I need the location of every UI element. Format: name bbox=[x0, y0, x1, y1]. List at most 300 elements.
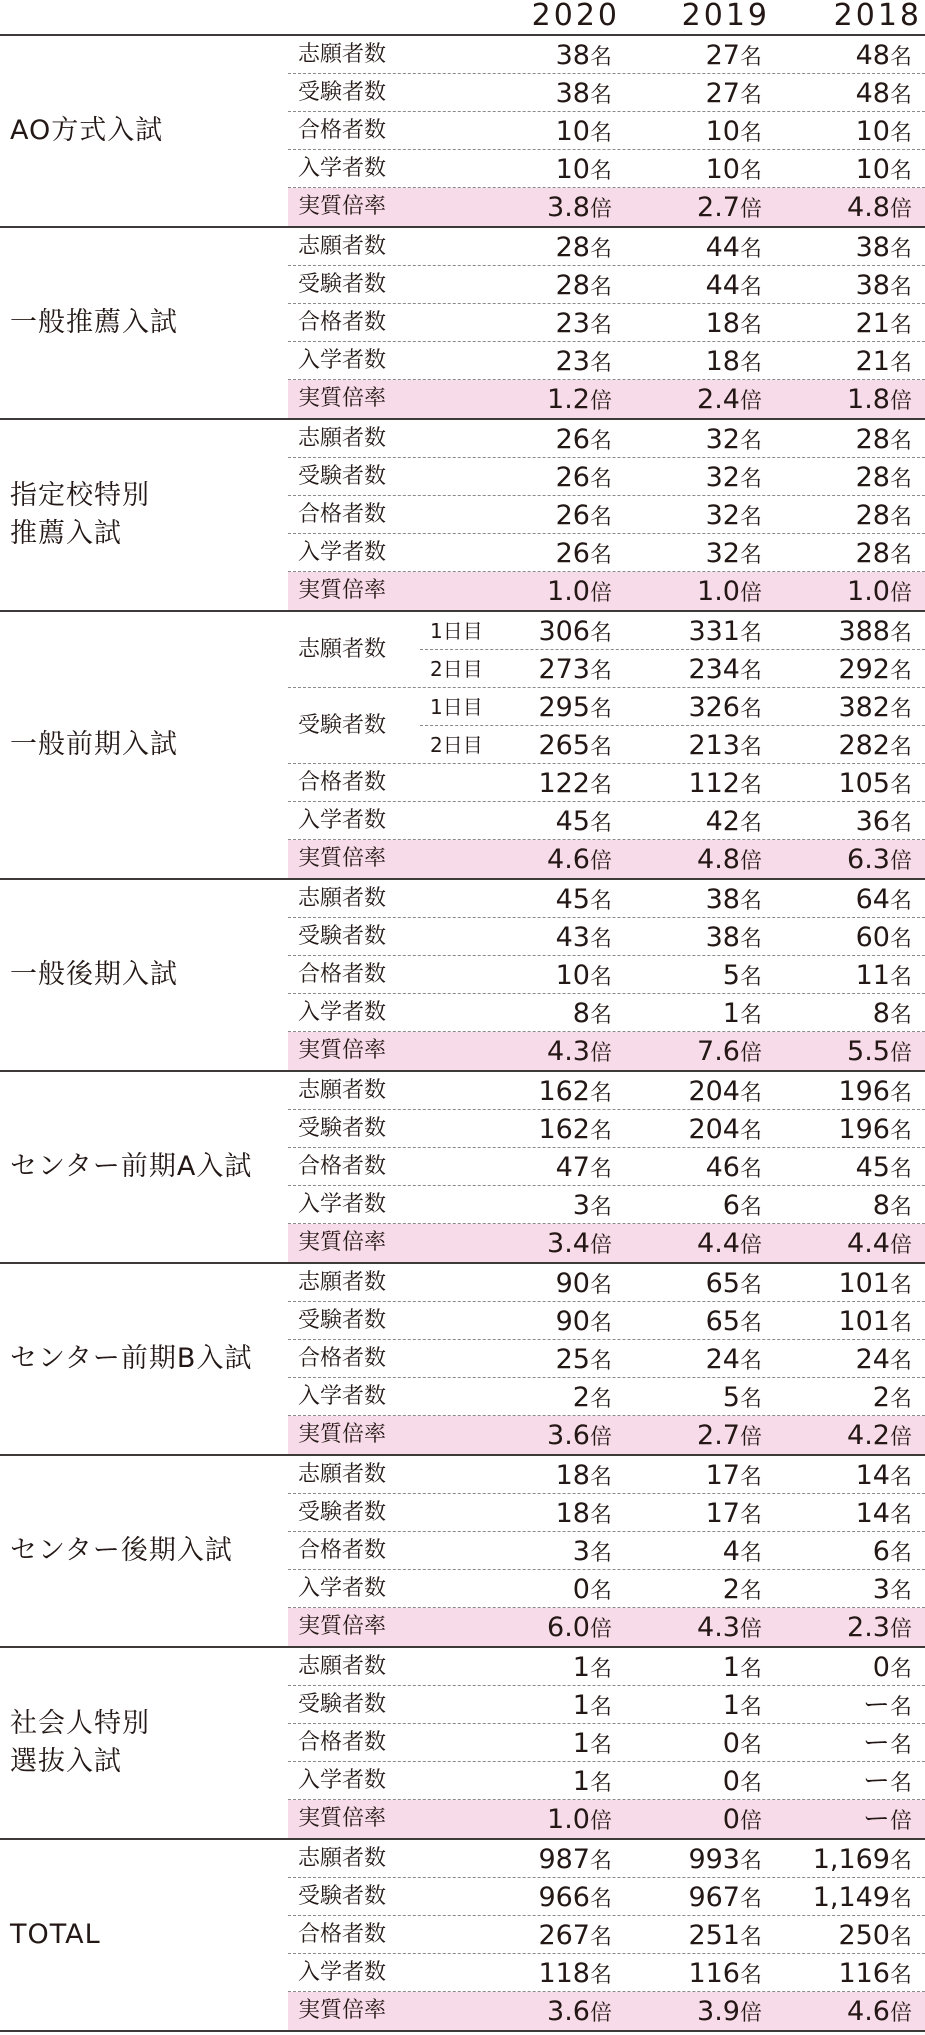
table-row bbox=[288, 36, 925, 74]
value-unit: 倍 bbox=[589, 197, 612, 222]
value-unit: 倍 bbox=[889, 849, 912, 874]
value-unit: 倍 bbox=[739, 1617, 762, 1642]
value-number: 118 bbox=[538, 1958, 590, 1989]
value-cell-2020 bbox=[538, 612, 612, 650]
value-number: 44 bbox=[705, 270, 740, 301]
value-number: 1.0 bbox=[697, 576, 740, 607]
value-cell-2018 bbox=[838, 1110, 912, 1148]
table-row bbox=[288, 266, 925, 304]
value-number: 11 bbox=[855, 960, 890, 991]
value-unit: 名 bbox=[889, 1657, 912, 1682]
value-number: 8 bbox=[872, 1190, 890, 1221]
value-unit: 名 bbox=[589, 1119, 612, 1144]
ratio-row bbox=[288, 1608, 925, 1646]
row-label: 受験者数 bbox=[298, 713, 387, 738]
value-unit: 名 bbox=[739, 1081, 762, 1106]
row-label: 志願者数 bbox=[298, 886, 387, 911]
table-row bbox=[288, 150, 925, 188]
row-label: 実質倍率 bbox=[298, 1422, 387, 1447]
value-cell-2018 bbox=[856, 918, 912, 956]
value-cell-2019 bbox=[723, 1686, 762, 1724]
value-number: 1.2 bbox=[547, 384, 590, 415]
value-unit: 名 bbox=[739, 1733, 762, 1758]
day-label: 1日目 bbox=[430, 619, 483, 643]
value-number: 1 bbox=[722, 998, 740, 1029]
value-cell-2019 bbox=[723, 1800, 762, 1838]
value-unit: 名 bbox=[739, 83, 762, 108]
value-number: 6.0 bbox=[547, 1612, 590, 1643]
value-number: 213 bbox=[688, 730, 740, 761]
value-number: 116 bbox=[688, 1958, 740, 1989]
value-unit: 倍 bbox=[889, 2001, 912, 2026]
value-cell-2020 bbox=[556, 74, 612, 112]
value-unit: 名 bbox=[739, 811, 762, 836]
value-number: 65 bbox=[705, 1306, 740, 1337]
value-unit: 倍 bbox=[889, 197, 912, 222]
value-cell-2019 bbox=[706, 1148, 762, 1186]
exam-group bbox=[0, 1072, 925, 1264]
value-cell-2019 bbox=[697, 572, 762, 610]
value-number: 3.8 bbox=[547, 192, 590, 223]
row-label: 合格者数 bbox=[298, 310, 387, 335]
value-number: 1 bbox=[572, 1728, 590, 1759]
value-number: 28 bbox=[855, 500, 890, 531]
year-2020-header: 2020 bbox=[531, 0, 620, 33]
table-row bbox=[288, 880, 925, 918]
value-cell-2020 bbox=[556, 36, 612, 74]
value-cell-2019 bbox=[723, 1570, 762, 1608]
row-label: 合格者数 bbox=[298, 1346, 387, 1371]
value-unit: 名 bbox=[889, 1157, 912, 1182]
table-row bbox=[288, 1532, 925, 1570]
value-number: 993 bbox=[688, 1844, 740, 1875]
value-number: 196 bbox=[838, 1076, 890, 1107]
value-unit: 名 bbox=[889, 1925, 912, 1950]
day-label: 1日目 bbox=[430, 695, 483, 719]
value-number: 28 bbox=[555, 270, 590, 301]
value-number: 1 bbox=[722, 1690, 740, 1721]
value-cell-2020 bbox=[556, 496, 612, 534]
value-number: 6 bbox=[722, 1190, 740, 1221]
value-cell-2018 bbox=[847, 1032, 912, 1070]
table-row bbox=[288, 1648, 925, 1686]
value-unit: 倍 bbox=[589, 1617, 612, 1642]
row-label: 志願者数 bbox=[298, 42, 387, 67]
value-cell-2020 bbox=[547, 1032, 612, 1070]
value-number: 2 bbox=[722, 1574, 740, 1605]
value-unit: 名 bbox=[889, 1349, 912, 1374]
value-cell-2018 bbox=[856, 228, 912, 266]
value-number: 27 bbox=[705, 78, 740, 109]
value-number: 331 bbox=[688, 616, 740, 647]
value-number: 2 bbox=[572, 1382, 590, 1413]
value-cell-2020 bbox=[538, 1072, 612, 1110]
value-cell-2019 bbox=[688, 612, 762, 650]
value-cell-2020 bbox=[547, 1224, 612, 1262]
value-unit: 名 bbox=[739, 1849, 762, 1874]
value-cell-2018 bbox=[863, 1686, 912, 1724]
table-row bbox=[288, 764, 925, 802]
value-unit: 名 bbox=[589, 313, 612, 338]
value-unit: 倍 bbox=[589, 2001, 612, 2026]
table-row bbox=[288, 1302, 925, 1340]
value-number: 282 bbox=[838, 730, 890, 761]
value-unit: 倍 bbox=[739, 1425, 762, 1450]
value-cell-2020 bbox=[556, 266, 612, 304]
value-number: 38 bbox=[855, 232, 890, 263]
value-number: 5 bbox=[722, 1382, 740, 1413]
value-unit: 名 bbox=[739, 659, 762, 684]
value-number: 196 bbox=[838, 1114, 890, 1145]
value-number: 4.3 bbox=[697, 1612, 740, 1643]
table-row bbox=[288, 228, 925, 266]
value-number: 5.5 bbox=[847, 1036, 890, 1067]
value-number: 267 bbox=[538, 1920, 590, 1951]
table-row bbox=[288, 74, 925, 112]
value-unit: 名 bbox=[739, 1273, 762, 1298]
table-row bbox=[288, 1378, 925, 1416]
row-label: 入学者数 bbox=[298, 1192, 387, 1217]
table-row bbox=[288, 342, 925, 380]
table-row bbox=[288, 1570, 925, 1608]
ratio-row bbox=[288, 188, 925, 226]
value-unit: 倍 bbox=[589, 389, 612, 414]
value-number: 23 bbox=[555, 346, 590, 377]
row-label: 実質倍率 bbox=[298, 846, 387, 871]
day-label: 2日目 bbox=[430, 657, 483, 681]
value-number: 45 bbox=[855, 1152, 890, 1183]
exam-group bbox=[0, 1264, 925, 1456]
exam-group bbox=[0, 1456, 925, 1648]
value-cell-2018 bbox=[847, 840, 912, 878]
table-row bbox=[420, 612, 925, 650]
value-unit: 名 bbox=[589, 1887, 612, 1912]
row-label: 入学者数 bbox=[298, 540, 387, 565]
value-cell-2020 bbox=[573, 994, 612, 1032]
value-unit: 名 bbox=[739, 1541, 762, 1566]
value-cell-2019 bbox=[706, 304, 762, 342]
value-unit: 倍 bbox=[589, 1041, 612, 1066]
value-cell-2019 bbox=[723, 1724, 762, 1762]
table-row bbox=[288, 1072, 925, 1110]
value-number: 250 bbox=[838, 1920, 890, 1951]
value-unit: 名 bbox=[589, 1003, 612, 1028]
value-cell-2020 bbox=[538, 1878, 612, 1916]
value-unit: 名 bbox=[589, 1771, 612, 1796]
value-number: 326 bbox=[688, 692, 740, 723]
value-number: 112 bbox=[688, 768, 740, 799]
value-cell-2020 bbox=[556, 1494, 612, 1532]
value-cell-2018 bbox=[838, 612, 912, 650]
exam-type-name: 一般後期入試 bbox=[10, 959, 178, 990]
value-number: 26 bbox=[555, 500, 590, 531]
value-number: 1 bbox=[572, 1766, 590, 1797]
value-number: 10 bbox=[855, 116, 890, 147]
value-unit: 名 bbox=[589, 1657, 612, 1682]
row-label: 志願者数 bbox=[298, 1654, 387, 1679]
ratio-row bbox=[288, 1992, 925, 2030]
row-label: 合格者数 bbox=[298, 502, 387, 527]
row-label: 志願者数 bbox=[298, 1270, 387, 1295]
value-number: 2.7 bbox=[697, 1420, 740, 1451]
value-cell-2020 bbox=[538, 688, 612, 726]
value-unit: 名 bbox=[739, 351, 762, 376]
value-unit: 名 bbox=[589, 889, 612, 914]
value-number: 382 bbox=[838, 692, 890, 723]
value-cell-2018 bbox=[847, 572, 912, 610]
value-unit: 名 bbox=[589, 1541, 612, 1566]
value-unit: 名 bbox=[589, 159, 612, 184]
value-cell-2020 bbox=[547, 1800, 612, 1838]
value-unit: 名 bbox=[889, 1579, 912, 1604]
value-cell-2019 bbox=[723, 994, 762, 1032]
value-cell-2019 bbox=[697, 1992, 762, 2030]
value-cell-2019 bbox=[706, 1456, 762, 1494]
exam-type-name: 指定校特別 bbox=[10, 480, 150, 511]
value-number: 38 bbox=[855, 270, 890, 301]
value-unit: 名 bbox=[589, 467, 612, 492]
value-unit: 名 bbox=[739, 1887, 762, 1912]
row-label: 受験者数 bbox=[298, 1692, 387, 1717]
value-number: 17 bbox=[705, 1460, 740, 1491]
value-number: 8 bbox=[872, 998, 890, 1029]
value-unit: 名 bbox=[889, 83, 912, 108]
value-unit: 倍 bbox=[589, 1809, 612, 1834]
row-label: 受験者数 bbox=[298, 924, 387, 949]
value-number: 28 bbox=[555, 232, 590, 263]
value-unit: 名 bbox=[889, 773, 912, 798]
value-unit: 名 bbox=[739, 1465, 762, 1490]
value-unit: 名 bbox=[589, 83, 612, 108]
value-unit: 名 bbox=[889, 1465, 912, 1490]
value-number: 0 bbox=[722, 1804, 740, 1835]
value-number: 14 bbox=[855, 1460, 890, 1491]
value-cell-2020 bbox=[573, 1762, 612, 1800]
value-cell-2018 bbox=[838, 1916, 912, 1954]
value-number: 32 bbox=[705, 538, 740, 569]
value-unit: 名 bbox=[739, 1771, 762, 1796]
table-row bbox=[288, 304, 925, 342]
value-cell-2019 bbox=[697, 1032, 762, 1070]
value-unit: 名 bbox=[739, 275, 762, 300]
value-cell-2020 bbox=[556, 304, 612, 342]
value-unit: 名 bbox=[889, 1003, 912, 1028]
row-label: 入学者数 bbox=[298, 348, 387, 373]
value-cell-2020 bbox=[547, 380, 612, 418]
table-row bbox=[288, 1340, 925, 1378]
value-unit: 名 bbox=[589, 965, 612, 990]
value-number: 0 bbox=[872, 1652, 890, 1683]
value-unit: 名 bbox=[589, 1963, 612, 1988]
exam-type-name: 社会人特別 bbox=[10, 1708, 150, 1739]
row-label: 入学者数 bbox=[298, 808, 387, 833]
value-cell-2020 bbox=[556, 150, 612, 188]
value-unit: 名 bbox=[889, 1733, 912, 1758]
value-number: 306 bbox=[538, 616, 590, 647]
value-unit: 名 bbox=[589, 543, 612, 568]
value-cell-2019 bbox=[723, 1532, 762, 1570]
value-cell-2018 bbox=[847, 1416, 912, 1454]
value-cell-2019 bbox=[688, 688, 762, 726]
value-number: 251 bbox=[688, 1920, 740, 1951]
value-number: 1,149 bbox=[812, 1882, 890, 1913]
value-unit: 倍 bbox=[889, 1233, 912, 1258]
row-label: 受験者数 bbox=[298, 1116, 387, 1141]
value-unit: 名 bbox=[589, 1387, 612, 1412]
value-cell-2020 bbox=[538, 1840, 612, 1878]
value-cell-2019 bbox=[723, 1186, 762, 1224]
row-label: 入学者数 bbox=[298, 1000, 387, 1025]
row-label: 志願者数 bbox=[298, 1078, 387, 1103]
value-unit: 倍 bbox=[889, 1041, 912, 1066]
value-cell-2019 bbox=[706, 150, 762, 188]
value-number: 38 bbox=[705, 922, 740, 953]
value-unit: 名 bbox=[589, 429, 612, 454]
value-cell-2020 bbox=[556, 458, 612, 496]
value-number: 10 bbox=[555, 116, 590, 147]
value-cell-2020 bbox=[573, 1648, 612, 1686]
row-label: 受験者数 bbox=[298, 80, 387, 105]
value-number: 10 bbox=[555, 960, 590, 991]
exam-type-name: 一般前期入試 bbox=[10, 729, 178, 760]
value-cell-2020 bbox=[538, 650, 612, 688]
table-row bbox=[288, 650, 925, 688]
value-cell-2018 bbox=[856, 74, 912, 112]
value-cell-2018 bbox=[873, 1378, 912, 1416]
value-unit: 名 bbox=[589, 1273, 612, 1298]
table-row bbox=[420, 688, 925, 726]
value-unit: 名 bbox=[739, 1119, 762, 1144]
value-unit: 名 bbox=[739, 1157, 762, 1182]
exam-group bbox=[0, 880, 925, 1072]
value-number: 27 bbox=[705, 40, 740, 71]
value-number: 17 bbox=[705, 1498, 740, 1529]
value-cell-2020 bbox=[538, 1110, 612, 1148]
exam-type-name: AO方式入試 bbox=[10, 115, 164, 146]
value-unit: 名 bbox=[889, 697, 912, 722]
value-number: 6 bbox=[872, 1536, 890, 1567]
table-row bbox=[288, 1494, 925, 1532]
value-number: 28 bbox=[855, 424, 890, 455]
value-number: 204 bbox=[688, 1076, 740, 1107]
value-number: 967 bbox=[688, 1882, 740, 1913]
value-unit: 名 bbox=[739, 1349, 762, 1374]
value-number: 38 bbox=[555, 78, 590, 109]
value-cell-2020 bbox=[556, 956, 612, 994]
value-unit: 倍 bbox=[889, 389, 912, 414]
value-unit: 名 bbox=[589, 1195, 612, 1220]
value-cell-2020 bbox=[556, 918, 612, 956]
value-unit: 名 bbox=[739, 467, 762, 492]
value-unit: 倍 bbox=[589, 1233, 612, 1258]
value-cell-2018 bbox=[813, 1840, 912, 1878]
value-cell-2019 bbox=[706, 534, 762, 572]
value-cell-2020 bbox=[538, 1916, 612, 1954]
row-label: 実質倍率 bbox=[298, 194, 387, 219]
value-number: 2 bbox=[872, 1382, 890, 1413]
value-number: 8 bbox=[572, 998, 590, 1029]
exam-group bbox=[0, 1648, 925, 1840]
value-cell-2019 bbox=[706, 228, 762, 266]
value-cell-2020 bbox=[547, 1992, 612, 2030]
value-number: 4.6 bbox=[847, 1996, 890, 2027]
value-cell-2018 bbox=[856, 1494, 912, 1532]
value-number: 10 bbox=[705, 116, 740, 147]
value-number: 21 bbox=[855, 308, 890, 339]
value-unit: 倍 bbox=[739, 1233, 762, 1258]
value-unit: 名 bbox=[889, 159, 912, 184]
exam-type-name: 選抜入試 bbox=[10, 1746, 122, 1777]
value-cell-2019 bbox=[706, 1494, 762, 1532]
value-unit: 名 bbox=[889, 1387, 912, 1412]
value-unit: 名 bbox=[739, 313, 762, 338]
ratio-row bbox=[288, 1416, 925, 1454]
value-unit: 名 bbox=[889, 659, 912, 684]
value-number: 388 bbox=[838, 616, 890, 647]
value-number: 18 bbox=[555, 1460, 590, 1491]
value-unit: 名 bbox=[739, 1387, 762, 1412]
value-unit: 名 bbox=[889, 505, 912, 530]
value-number: 1.0 bbox=[847, 576, 890, 607]
value-cell-2019 bbox=[688, 1954, 762, 1992]
exam-group bbox=[0, 36, 925, 228]
value-cell-2020 bbox=[573, 1532, 612, 1570]
value-cell-2019 bbox=[706, 1340, 762, 1378]
table-row bbox=[288, 1264, 925, 1302]
value-unit: 倍 bbox=[889, 581, 912, 606]
row-label: 入学者数 bbox=[298, 156, 387, 181]
value-unit: 名 bbox=[739, 735, 762, 760]
value-cell-2019 bbox=[697, 840, 762, 878]
table-row bbox=[288, 1686, 925, 1724]
value-number: 162 bbox=[538, 1114, 590, 1145]
value-unit: 名 bbox=[589, 121, 612, 146]
value-number: 26 bbox=[555, 538, 590, 569]
row-label: 志願者数 bbox=[298, 637, 387, 662]
value-cell-2018 bbox=[856, 420, 912, 458]
value-unit: 名 bbox=[589, 505, 612, 530]
value-number: 60 bbox=[855, 922, 890, 953]
value-unit: 名 bbox=[889, 735, 912, 760]
value-number: 14 bbox=[855, 1498, 890, 1529]
value-unit: 倍 bbox=[889, 1425, 912, 1450]
value-cell-2019 bbox=[697, 380, 762, 418]
value-number: ー bbox=[862, 1804, 890, 1835]
value-unit: 名 bbox=[589, 1503, 612, 1528]
value-number: 3.9 bbox=[697, 1996, 740, 2027]
value-number: 1 bbox=[572, 1652, 590, 1683]
value-number: 116 bbox=[838, 1958, 890, 1989]
value-unit: 名 bbox=[739, 1657, 762, 1682]
value-number: ー bbox=[862, 1690, 890, 1721]
value-unit: 名 bbox=[889, 1771, 912, 1796]
value-cell-2018 bbox=[856, 112, 912, 150]
value-unit: 名 bbox=[739, 889, 762, 914]
value-number: 273 bbox=[538, 654, 590, 685]
value-unit: 名 bbox=[739, 773, 762, 798]
value-number: 45 bbox=[555, 806, 590, 837]
table-row bbox=[288, 918, 925, 956]
value-unit: 倍 bbox=[739, 197, 762, 222]
value-unit: 名 bbox=[889, 1503, 912, 1528]
value-number: 25 bbox=[555, 1344, 590, 1375]
value-unit: 倍 bbox=[889, 1617, 912, 1642]
value-number: 1 bbox=[572, 1690, 590, 1721]
value-unit: 名 bbox=[889, 1963, 912, 1988]
value-cell-2020 bbox=[556, 1340, 612, 1378]
value-cell-2019 bbox=[688, 1840, 762, 1878]
value-unit: 名 bbox=[739, 1195, 762, 1220]
